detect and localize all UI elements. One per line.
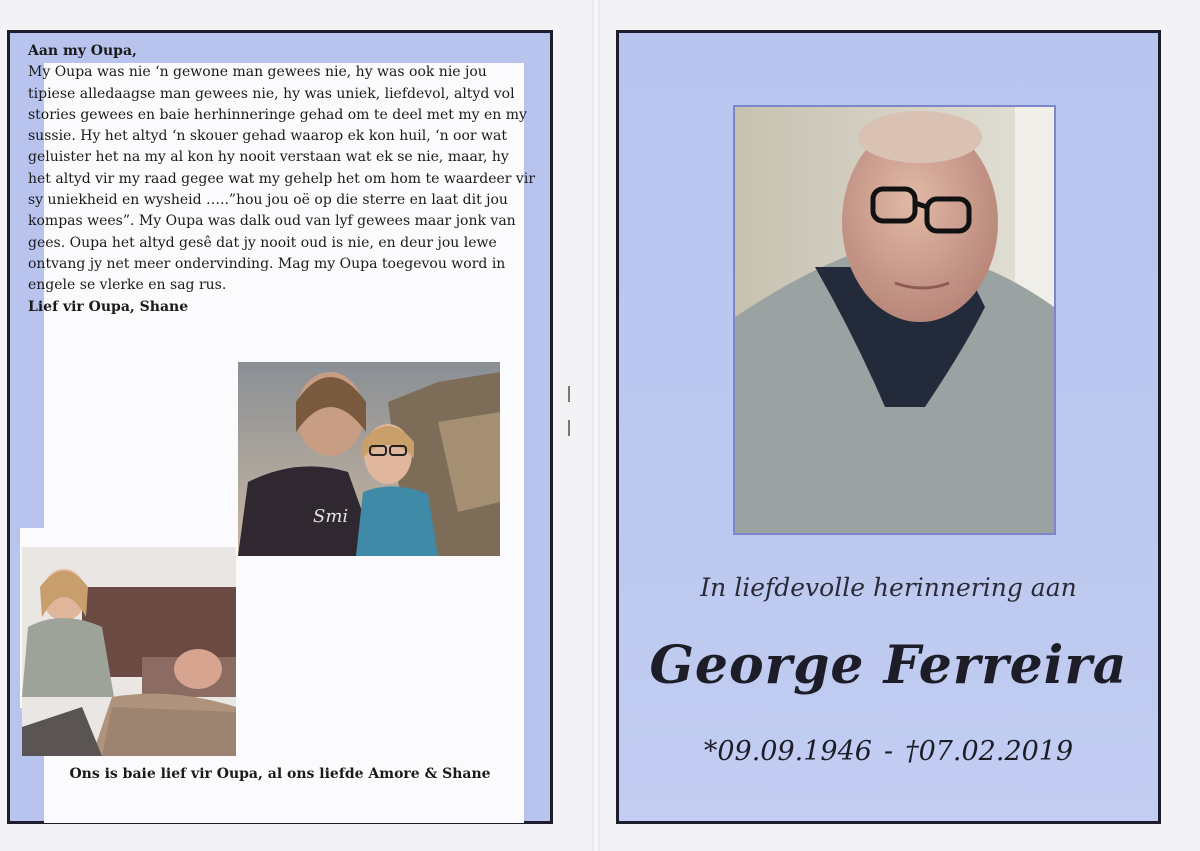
fold-mark: [568, 420, 570, 436]
deceased-name: George Ferreira: [649, 635, 1128, 696]
tribute-heading: Aan my Oupa,: [28, 43, 137, 59]
tribute-body: My Oupa was nie ‘n gewone man gewees nie, hy was ook nie jou tipiese alledaagse man gewees nie, hy was uniek, liefdevol, altyd vol stories gewees en baie herhinneringe gehad om te deel met my en my sussie. Hy het altyd ‘n skouer gehad waarop ek kon huil, ‘n oor wat geluister het na my al kon hy nooit verstaan wat ek se nie, maar, hy het altyd vir my raad gegee wat my gehelp het om hom te waardeer vir sy uniekheid en wysheid …..”hou jou oë op die sterre en laat dit jou kompas wees”. My Oupa was dalk oud van lyf gewees maar jonk van gees. Oupa het altyd gesê dat jy nooit oud is nie, en deur jou lewe ontvang jy net meer ondervinding. Mag my Oupa toegevou word in engele se vlerke en sag rus.: [28, 64, 536, 294]
birth-date: *09.09.1946: [703, 736, 872, 767]
death-date: †07.02.2019: [905, 736, 1074, 767]
tribute-text-block: [28, 41, 536, 318]
life-dates: [619, 736, 1158, 767]
grandfather-photo: [22, 547, 236, 756]
left-page-panel: [7, 30, 553, 824]
svg-text:Smi: Smi: [313, 506, 349, 527]
memory-line: In liefdevolle herinnering aan: [700, 573, 1077, 602]
sisters-photo: [238, 362, 500, 556]
photo-caption: Ons is baie lief vir Oupa, al ons liefde Amore & Shane: [69, 766, 491, 782]
portrait-photo: [733, 105, 1056, 535]
right-page-panel: [616, 30, 1161, 824]
fold-mark: [568, 386, 570, 402]
date-separator: -: [883, 736, 894, 767]
tribute-signoff: Lief vir Oupa, Shane: [28, 298, 189, 315]
page-fold: [592, 0, 600, 851]
